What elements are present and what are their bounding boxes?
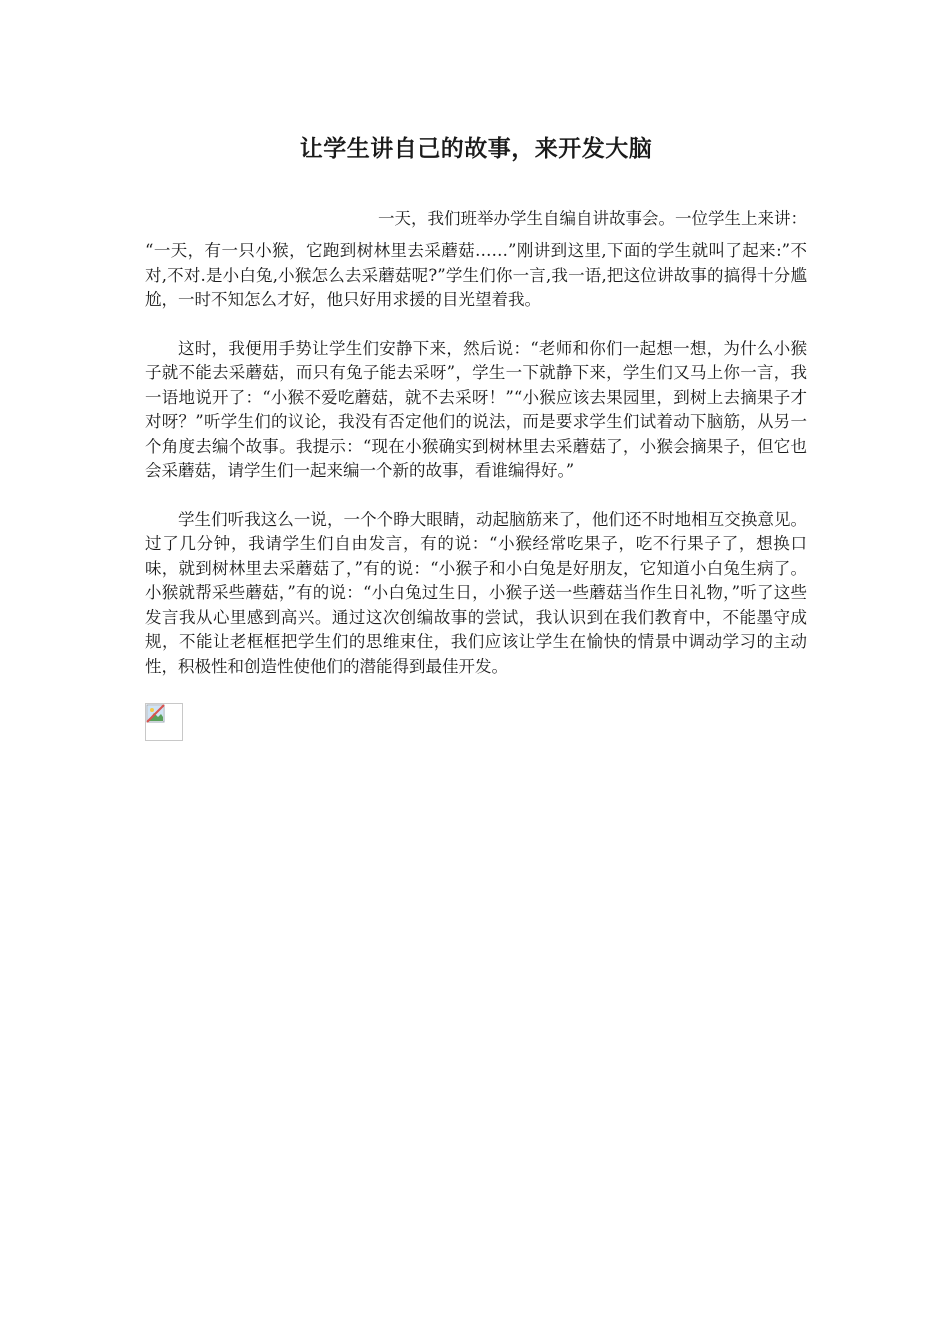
lead-line: 一天，我们班举办学生自编自讲故事会。一位学生上来讲： — [378, 209, 807, 228]
paragraph-3: 学生们听我这么一说，一个个睁大眼睛，动起脑筋来了，他们还不时地相互交换意见。过了几分钟，我请学生们自由发言，有的说：“小猴经常吃果子，吃不行果子了，想换口味，就到树林里去采蘑菇了，”有的说：“小猴子和小白兔是好朋友，它知道小白兔生病了。小猴就帮采些蘑菇，”有的说：“小白兔过生日，小猴子送一些蘑菇当作生日礼物，”听了这些发言我从心里感到高兴。通过这次创编故事的尝试，我认识到在我们教育中，不能墨守成规，不能让老框框把学生们的思维束住，我们应该让学生在愉快的情景中调动学习的主动性，积极性和创造性使他们的潜能得到最佳开发。 — [145, 509, 807, 676]
broken-image-icon — [145, 703, 183, 741]
paragraph-2: 这时，我便用手势让学生们安静下来，然后说：“老师和你们一起想一想，为什么小猴子就不能去采蘑菇，而只有兔子能去采呀”，学生一下就静下来，学生们又马上你一言，我一语地说开了：“小猴不爱吃蘑菇，就不去采呀！”“小猴应该去果园里，到树上去摘果子才对呀？”听学生们的议论，我没有否定他们的说法，而是要求学生们试着动下脑筋，从另一个角度去编个故事。我提示：“现在小猴确实到树林里去采蘑菇了，小猴会摘果子，但它也会采蘑菇，请学生们一起来编一个新的故事，看谁编得好。” — [145, 338, 807, 480]
paragraph-1: “一天，有一只小猴，它跑到树林里去采蘑菇……”刚讲到这里,下面的学生就叫了起来:”不对,不对.是小白兔,小猴怎么去采蘑菇呢?”学生们你一言,我一语,把这位讲故事的搞得十分尴尬，一时不知怎么才好，他只好用求援的目光望着我。 — [145, 241, 807, 309]
broken-image-glyph — [146, 704, 166, 724]
document-page — [145, 130, 807, 741]
document-title: 让学生讲自己的故事，来开发大脑 — [299, 136, 653, 162]
